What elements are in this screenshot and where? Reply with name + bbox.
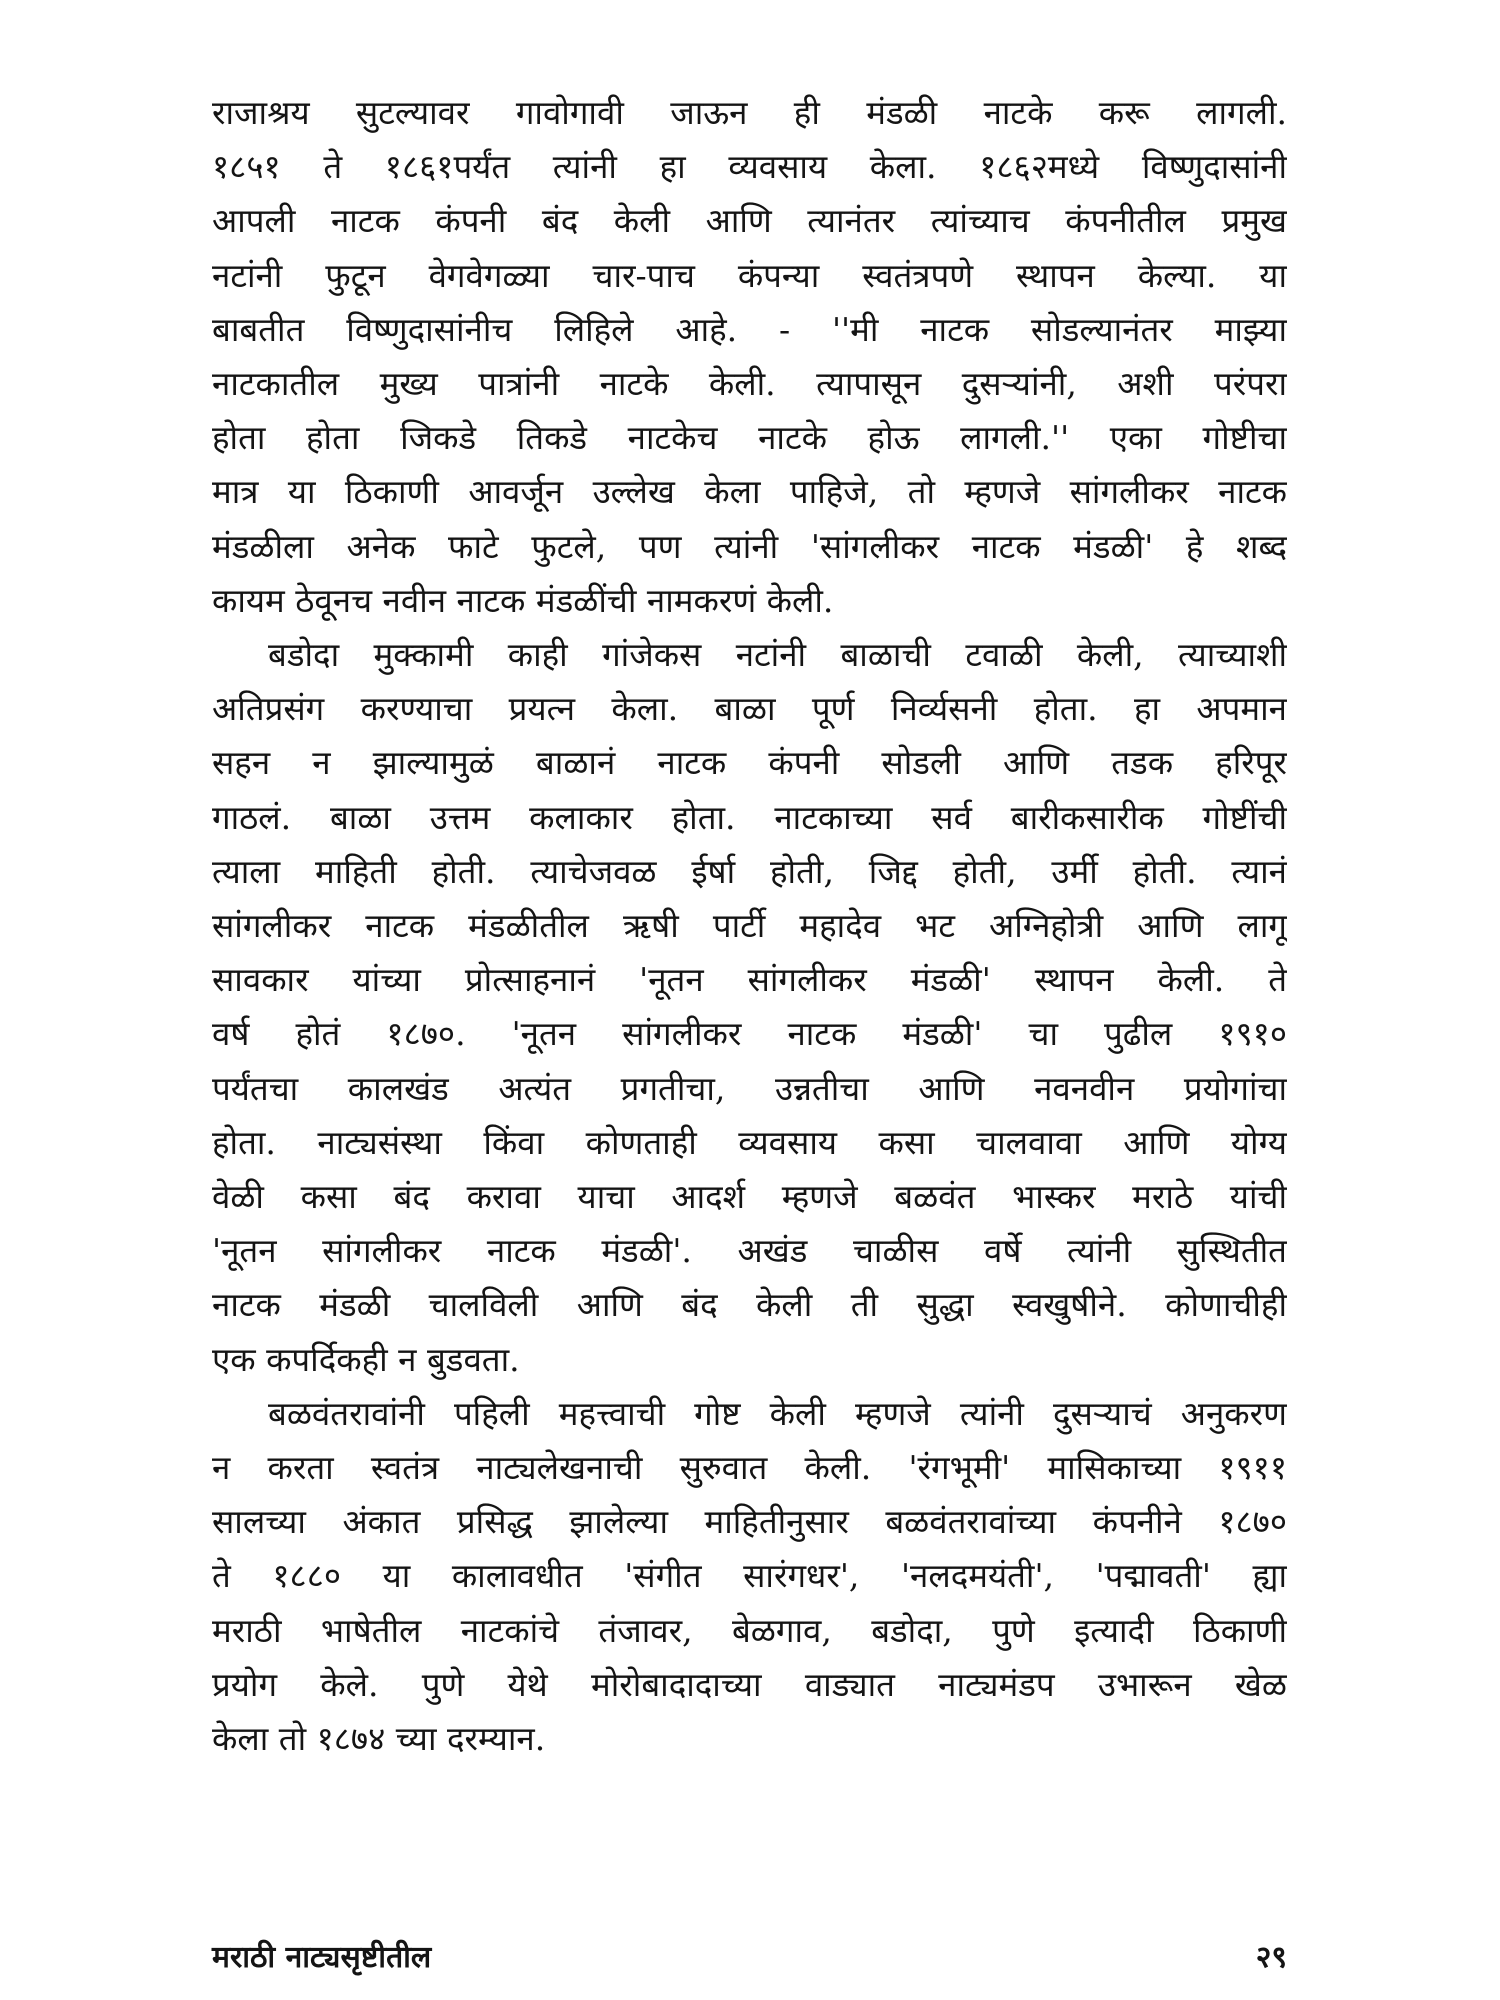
text-line: बडोदा मुक्कामी काही गांजेकस नटांनी बाळाची टवाळी केली, त्याच्याशी [268, 635, 1287, 675]
text-line: केला तो १८७४ च्या दरम्यान. [212, 1719, 546, 1759]
text-line: आपली नाटक कंपनी बंद केली आणि त्यानंतर त्यांच्याच कंपनीतील प्रमुख [212, 201, 1287, 241]
text-line: त्याला माहिती होती. त्याचेजवळ ईर्षा होती, जिद्द होती, उर्मी होती. त्यानं [212, 851, 1287, 891]
text-line: होता. नाट्यसंस्था किंवा कोणताही व्यवसाय कसा चालवावा आणि योग्य [212, 1122, 1287, 1162]
text-line: मात्र या ठिकाणी आवर्जून उल्लेख केला पाहिजे, तो म्हणजे सांगलीकर नाटक [212, 472, 1287, 512]
text-line: सांगलीकर नाटक मंडळीतील ऋषी पार्टी महादेव भट अग्निहोत्री आणि लागू [212, 906, 1287, 946]
page-number: २९ [1255, 1940, 1287, 1975]
text-line: नाटक मंडळी चालविली आणि बंद केली ती सुद्धा स्वखुषीने. कोणाचीही [212, 1285, 1287, 1325]
text-line: वर्ष होतं १८७०. 'नूतन सांगलीकर नाटक मंडळी' चा पुढील १९१० [212, 1014, 1287, 1054]
paragraph-2 [212, 628, 1287, 1387]
text-line: होता होता जिकडे तिकडे नाटकेच नाटके होऊ लागली.'' एका गोष्टीचा [212, 418, 1287, 458]
text-line: ते १८८० या कालावधीत 'संगीत सारंगधर', 'नलदमयंती', 'पद्मावती' ह्या [212, 1556, 1287, 1596]
text-line: 'नूतन सांगलीकर नाटक मंडळी'. अखंड चाळीस वर्षे त्यांनी सुस्थितीत [212, 1231, 1287, 1271]
text-line: अतिप्रसंग करण्याचा प्रयत्न केला. बाळा पूर्ण निर्व्यसनी होता. हा अपमान [212, 689, 1287, 729]
text-line: सावकार यांच्या प्रोत्साहनानं 'नूतन सांगलीकर मंडळी' स्थापन केली. ते [212, 960, 1287, 1000]
text-line: सहन न झाल्यामुळं बाळानं नाटक कंपनी सोडली आणि तडक हरिपूर [212, 743, 1287, 783]
text-line: सालच्या अंकात प्रसिद्ध झालेल्या माहितीनुसार बळवंतरावांच्या कंपनीने १८७० [212, 1502, 1287, 1542]
text-line: पर्यंतचा कालखंड अत्यंत प्रगतीचा, उन्नतीचा आणि नवनवीन प्रयोगांचा [212, 1068, 1287, 1108]
text-line: नटांनी फुटून वेगवेगळ्या चार-पाच कंपन्या स्वतंत्रपणे स्थापन केल्या. या [212, 255, 1287, 295]
text-line: मराठी भाषेतील नाटकांचे तंजावर, बेळगाव, बडोदा, पुणे इत्यादी ठिकाणी [212, 1610, 1287, 1650]
page-body [212, 86, 1287, 1946]
paragraph-1 [212, 86, 1287, 628]
text-line: राजाश्रय सुटल्यावर गावोगावी जाऊन ही मंडळी नाटके करू लागली. [212, 93, 1287, 132]
footer-book-title: मराठी नाट्यसृष्टीतील [212, 1940, 432, 1975]
text-line: मंडळीला अनेक फाटे फुटले, पण त्यांनी 'सांगलीकर नाटक मंडळी' हे शब्द [212, 526, 1287, 566]
text-line: न करता स्वतंत्र नाट्यलेखनाची सुरुवात केली. 'रंगभूमी' मासिकाच्या १९११ [212, 1448, 1287, 1488]
text-line: गाठलं. बाळा उत्तम कलाकार होता. नाटकाच्या सर्व बारीकसारीक गोष्टींची [212, 797, 1287, 837]
text-line: वेळी कसा बंद करावा याचा आदर्श म्हणजे बळवंत भास्कर मराठे यांची [212, 1177, 1287, 1217]
text-line: कायम ठेवूनच नवीन नाटक मंडळींची नामकरणं केली. [212, 580, 834, 620]
text-line: १८५१ ते १८६१पर्यंत त्यांनी हा व्यवसाय केला. १८६२मध्ये विष्णुदासांनी [212, 147, 1287, 187]
text-line: बाबतीत विष्णुदासांनीच लिहिले आहे. - ''मी नाटक सोडल्यानंतर माझ्या [212, 309, 1287, 349]
page-footer [212, 1938, 1287, 1978]
text-line: प्रयोग केले. पुणे येथे मोरोबादादाच्या वाड्यात नाट्यमंडप उभारून खेळ [212, 1664, 1287, 1704]
text-line: नाटकातील मुख्य पात्रांनी नाटके केली. त्यापासून दुसऱ्यांनी, अशी परंपरा [212, 364, 1287, 404]
paragraph-3 [212, 1387, 1287, 1766]
text-line: बळवंतरावांनी पहिली महत्त्वाची गोष्ट केली म्हणजे त्यांनी दुसऱ्याचं अनुकरण [268, 1393, 1287, 1433]
text-line: एक कपर्दिकही न बुडवता. [212, 1339, 520, 1379]
